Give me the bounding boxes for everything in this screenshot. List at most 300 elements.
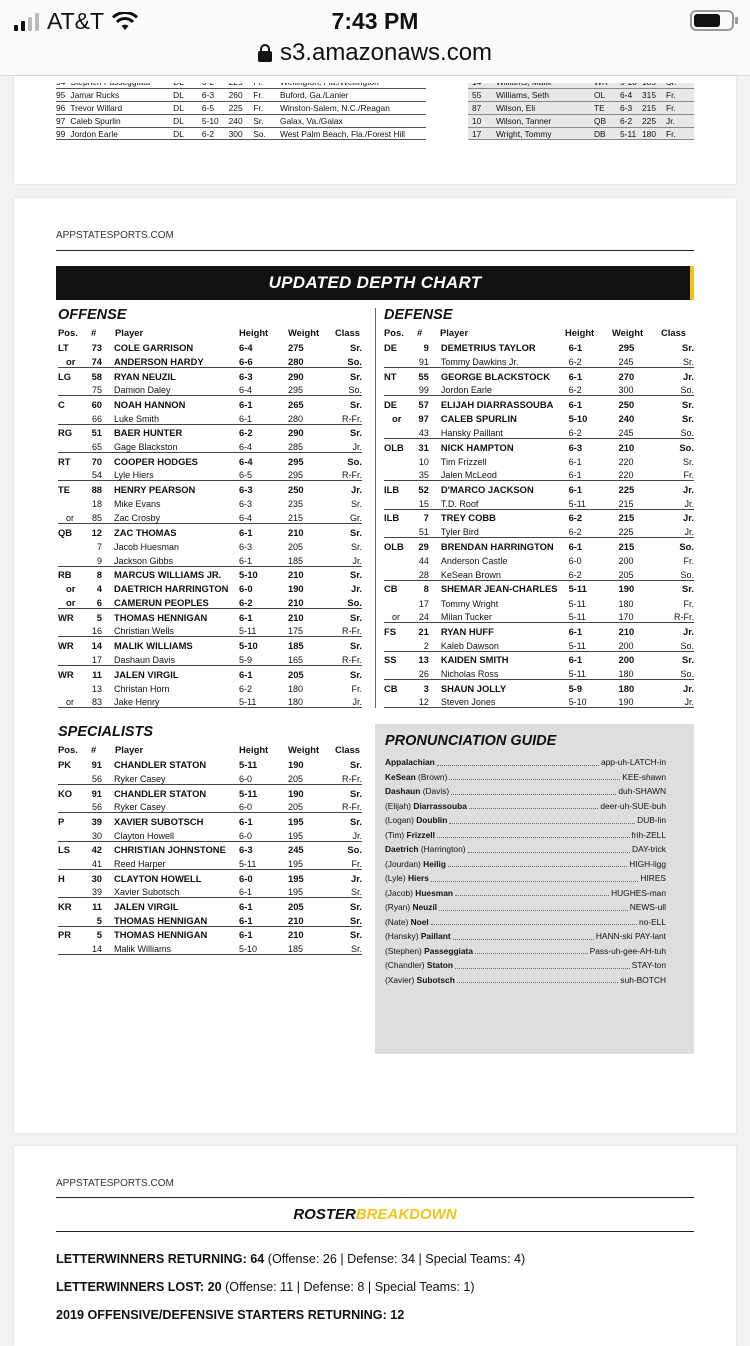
depth-name: Mike Evans <box>114 499 161 510</box>
depth-wt: 175 <box>288 623 335 637</box>
roster-cell: Williams, Seth <box>496 89 594 102</box>
depth-num: 88 <box>91 484 102 496</box>
roster-table-right <box>468 76 694 140</box>
depth-pos: KR <box>58 901 72 913</box>
pronunciation-name: Dashaun (Davis) <box>385 786 450 797</box>
depth-name: T.D. Roof <box>429 495 569 509</box>
depth-wt: 250 <box>288 484 304 496</box>
address-bar[interactable] <box>0 38 750 76</box>
roster-cell: DL <box>173 114 202 127</box>
dot-leader <box>453 933 594 940</box>
depth-wt: 220 <box>619 467 667 481</box>
depth-cl: Sr. <box>682 456 694 467</box>
depth-cl: R-Fr. <box>335 467 362 481</box>
roster-cell: 17 <box>468 127 496 140</box>
depth-num: 29 <box>418 540 429 552</box>
depth-cl: Sr. <box>350 611 362 623</box>
depth-name: ZAC THOMAS <box>114 526 177 538</box>
depth-num: 42 <box>91 844 102 856</box>
depth-num: 30 <box>82 827 102 841</box>
roster-cell: Jamar Rucks <box>70 89 173 102</box>
depth-name: Reed Harper <box>102 855 239 869</box>
depth-row <box>384 623 694 637</box>
roster-row <box>468 127 694 140</box>
depth-name: THOMAS HENNIGAN <box>114 611 208 623</box>
depth-name: DAETRICH HARRINGTON <box>114 583 229 595</box>
depth-pos: OLB <box>384 540 404 552</box>
depth-wt: 210 <box>288 526 304 538</box>
depth-pos: RT <box>58 455 71 467</box>
pronunciation-item <box>385 900 666 915</box>
depth-row <box>58 940 362 954</box>
depth-ht: 5-10 <box>239 940 288 954</box>
depth-pos: RG <box>58 427 73 439</box>
roster-row <box>468 114 694 127</box>
depth-num: 4 <box>96 583 102 595</box>
depth-row <box>58 884 362 898</box>
depth-num: 11 <box>92 901 102 913</box>
depth-ht: 5-11 <box>569 609 619 623</box>
pronunciation-say: no-ELL <box>638 916 666 927</box>
depth-wt: 235 <box>288 499 304 510</box>
depth-ht: 6-5 <box>239 467 288 481</box>
depth-ht: 5-10 <box>239 569 258 581</box>
depth-wt: 295 <box>288 467 335 481</box>
depth-row <box>384 382 694 396</box>
depth-row <box>58 339 362 353</box>
depth-name: Ryker Casey <box>102 799 239 813</box>
roster-cell: Fr. <box>666 89 694 102</box>
depth-pos: WR <box>58 668 74 680</box>
depth-cl: Sr. <box>682 654 694 666</box>
depth-pos <box>384 495 408 509</box>
dot-leader <box>431 875 638 882</box>
depth-num: 70 <box>91 455 102 467</box>
depth-wt: 215 <box>288 509 335 523</box>
depth-cl: So. <box>666 637 694 651</box>
depth-pos <box>384 637 408 651</box>
depth-num: 9 <box>423 342 429 354</box>
depth-cl: So. <box>335 353 362 367</box>
depth-pos: PR <box>58 929 72 941</box>
depth-pos: DE <box>384 398 398 410</box>
depth-cl: Sr. <box>350 787 362 799</box>
depth-pos: or <box>58 594 82 608</box>
depth-cl: Fr. <box>335 855 362 869</box>
depth-num: 57 <box>418 398 429 410</box>
depth-pos: SS <box>384 654 397 666</box>
depth-num: 30 <box>91 872 102 884</box>
depth-pos: or <box>384 609 408 623</box>
depth-cl: So. <box>666 665 694 679</box>
depth-cl: R-Fr. <box>335 623 362 637</box>
roster-cell: OL <box>594 89 620 102</box>
depth-row <box>58 538 362 552</box>
depth-ht: 6-3 <box>239 844 253 856</box>
depth-pos <box>384 523 408 537</box>
depth-cl: Jr. <box>683 484 694 496</box>
depth-cl: So. <box>679 540 694 552</box>
depth-row <box>58 396 362 410</box>
depth-cl: Jr. <box>683 512 694 524</box>
depth-ht: 5-11 <box>569 665 619 679</box>
pronunciation-say: KEE-shawn <box>622 771 666 782</box>
pronunciation-say: duh-SHAWN <box>618 786 666 797</box>
dot-leader <box>437 831 630 838</box>
depth-cl: Jr. <box>666 523 694 537</box>
offense-heading: OFFENSE <box>58 307 127 323</box>
depth-pos: CB <box>384 682 398 694</box>
depth-pos <box>384 694 408 708</box>
depth-cl: Sr. <box>350 901 362 913</box>
depth-cl: Sr. <box>682 583 694 595</box>
depth-row <box>58 855 362 869</box>
depth-cl: Jr. <box>351 484 362 496</box>
depth-row <box>58 438 362 452</box>
pronunciation-say: Pass-uh-gee-AH-tuh <box>589 945 666 956</box>
stat-letterwinners-returning: LETTERWINNERS RETURNING: 64 (Offense: 26 | Defense: 34 | Special Teams: 4) <box>56 1252 526 1266</box>
roster-cell: Wilson, Eli <box>496 102 594 115</box>
depth-wt: 210 <box>288 912 335 926</box>
url-text[interactable]: s3.amazonaws.com <box>279 39 493 66</box>
depth-row <box>58 784 362 798</box>
depth-num: 91 <box>91 759 102 771</box>
depth-cl: R-Fr. <box>335 770 362 784</box>
depth-name: HENRY PEARSON <box>114 484 196 496</box>
depth-name: KeSean Brown <box>429 566 569 580</box>
depth-cl: Sr. <box>350 370 362 382</box>
roster-cell: Wilson, Tanner <box>496 114 594 127</box>
depth-pos <box>384 566 408 580</box>
depth-cl: Sr. <box>682 398 694 410</box>
depth-row <box>58 410 362 424</box>
roster-cell: So. <box>253 127 280 140</box>
depth-ht: 5-11 <box>568 598 586 609</box>
depth-num: 41 <box>82 855 102 869</box>
roster-row <box>56 89 426 102</box>
depth-cl: So. <box>666 382 694 396</box>
depth-name: Jordon Earle <box>429 382 569 396</box>
depth-num: 5 <box>96 929 102 941</box>
depth-row <box>384 424 694 438</box>
depth-ht: 6-0 <box>568 556 582 566</box>
depth-name: Steven Jones <box>429 694 569 708</box>
depth-pos <box>58 770 82 784</box>
depth-wt: 190 <box>619 694 667 708</box>
depth-name: XAVIER SUBOTSCH <box>114 815 204 827</box>
depth-name: KAIDEN SMITH <box>440 654 509 666</box>
depth-ht: 6-3 <box>568 441 583 453</box>
depth-num: 13 <box>91 683 102 694</box>
depth-wt: 210 <box>618 441 635 453</box>
depth-ht: 6-1 <box>239 929 253 941</box>
depth-name: ELIJAH DIARRASSOUBA <box>440 398 554 410</box>
depth-row <box>58 665 362 679</box>
depth-num: 39 <box>91 815 102 827</box>
depth-row <box>384 353 694 367</box>
depth-wt: 205 <box>619 566 667 580</box>
depth-pos <box>58 884 82 898</box>
depth-pos: FS <box>384 625 396 637</box>
depth-ht: 6-1 <box>569 467 619 481</box>
depth-ht: 6-1 <box>568 484 583 496</box>
pronunciation-say: HIRES <box>640 873 666 884</box>
depth-ht: 6-1 <box>568 342 583 354</box>
depth-num: 83 <box>82 694 102 708</box>
roster-breakdown-page <box>14 1146 736 1346</box>
depth-ht: 6-2 <box>569 523 619 537</box>
roster-cell: 300 <box>229 127 254 140</box>
battery-icon <box>690 10 734 31</box>
depth-pos <box>58 912 82 926</box>
pronunciation-item <box>385 944 666 959</box>
depth-wt: 245 <box>288 844 304 856</box>
depth-pos <box>58 438 82 452</box>
depth-pos: OLB <box>384 441 404 453</box>
depth-name: GEORGE BLACKSTOCK <box>440 370 551 382</box>
depth-num: 13 <box>418 654 429 666</box>
depth-ht: 6-4 <box>239 342 253 354</box>
offense-depth-table <box>58 339 362 708</box>
depth-cl: R-Fr. <box>335 410 362 424</box>
dot-leader <box>457 976 619 983</box>
depth-wt: 280 <box>288 410 335 424</box>
roster-cell: Sr. <box>253 114 280 127</box>
pronunciation-item <box>385 842 666 857</box>
roster-cell: Fr. <box>666 102 694 115</box>
depth-row <box>384 594 694 608</box>
pronunciation-item <box>385 973 666 988</box>
pronunciation-name: (Nate) Noel <box>385 916 429 927</box>
roster-cell: Fr. <box>253 89 280 102</box>
depth-wt: 225 <box>618 484 635 496</box>
roster-cell: 87 <box>468 102 496 115</box>
depth-ht: 6-3 <box>239 484 253 496</box>
depth-num: 14 <box>82 940 102 954</box>
depth-pos: LT <box>58 342 69 354</box>
depth-num: 12 <box>408 694 428 708</box>
depth-wt: 205 <box>288 901 304 913</box>
depth-cl: Gr. <box>335 509 362 523</box>
depth-row <box>384 637 694 651</box>
depth-row <box>384 509 694 523</box>
roster-cell: Buford, Ga./Lanier <box>280 89 426 102</box>
depth-ht: 6-1 <box>239 526 253 538</box>
depth-row <box>384 523 694 537</box>
pronunciation-name: KeSean (Brown) <box>385 771 448 782</box>
stat-starters-returning: 2019 OFFENSIVE/DEFENSIVE STARTERS RETURNING: 12 <box>56 1308 405 1322</box>
column-divider <box>375 308 376 708</box>
depth-num: 60 <box>91 398 102 410</box>
depth-cl: Fr. <box>683 598 694 609</box>
depth-row <box>58 870 362 884</box>
depth-pos <box>58 651 82 665</box>
roster-cell: Trevor Willard <box>70 102 173 115</box>
depth-num: 51 <box>91 427 102 439</box>
dot-leader <box>468 846 631 853</box>
depth-name: RYAN NEUZIL <box>114 370 176 382</box>
depth-row <box>384 609 694 623</box>
depth-ht: 6-3 <box>239 370 253 382</box>
depth-cl: Sr. <box>335 884 362 898</box>
depth-row <box>58 827 362 841</box>
depth-name: ANDERSON HARDY <box>102 353 239 367</box>
depth-ht: 6-2 <box>239 427 253 439</box>
depth-name: D'MARCO JACKSON <box>440 484 534 496</box>
depth-pos: ILB <box>384 484 400 496</box>
depth-wt: 200 <box>619 637 667 651</box>
depth-wt: 290 <box>288 427 304 439</box>
depth-row <box>384 495 694 509</box>
depth-cl: Sr. <box>335 940 362 954</box>
pronunciation-heading: PRONUNCIATION GUIDE <box>385 733 557 749</box>
depth-wt: 280 <box>288 353 335 367</box>
depth-row <box>384 538 694 552</box>
depth-wt: 205 <box>288 770 335 784</box>
pronunciation-name: (Lyle) Hiers <box>385 873 429 884</box>
depth-num: 65 <box>82 438 102 452</box>
depth-cl: Jr. <box>335 827 362 841</box>
dot-leader <box>437 759 599 766</box>
depth-num: 91 <box>408 353 428 367</box>
depth-chart-page: APPSTATESPORTS.COM UPDATED DEPTH CHART OFFENSE DEFENSE Pos. # Player Height Weight Class Pos. # Player Height Weight Class LT 73 COLE GARRISON 6-4 275 Sr. or 74 ANDERSON HARDY 6-6 280 So. LG 58 RYAN NEUZIL 6-3 290 Sr. 75 Damion Daley 6-4 295 So. C 60 NOAH HANNON 6-1 265 Sr. 66 Luke Smith 6-1 280 R-Fr. RG 51 BAER HUNTER 6-2 290 Sr. 65 Gage Blackston 6-4 285 Jr. RT 70 COOPER HODGES 6-4 295 So. 54 Lyle Hiers 6-5 295 R-Fr. TE 88 HENRY PEARSON 6-3 250 Jr. 18 Mike Evans 6-3 235 Sr. or 85 Zac Crosby 6-4 215 Gr. QB 12 ZAC THOMAS 6-1 210 Sr. 7 Jacob Huesman 6-3 205 Sr. 9 Jackson Gibbs 6-1 185 Jr. RB 8 MARCUS WILLIAMS JR. 5-10 210 Sr. or 4 DAETRICH HARRINGTON 6-0 190 Jr. or 6 CAMERUN PEOPLES 6-2 210 So. WR 5 THOMAS HENNIGAN 6-1 210 Sr. 16 Christian Wells 5-11 175 R-Fr. WR 14 MALIK WILLIAMS 5-10 185 Sr. 17 Dashaun Davis 5-9 165 R-Fr. WR 11 JALEN VIRGIL 6-1 205 Sr. 13 Christan Horn 6-2 180 Fr. or 83 Jake Henry 5-11 180 Jr. DE 9 DEMETRIUS TAYLOR 6-1 295 Sr. 91 Tommy Dawkins Jr. 6-2 245 Sr. NT 55 GEORGE BLACKSTOCK 6-1 270 Jr. 99 Jordon Earle 6-2 300 So. DE 57 ELIJAH DIARRASSOUBA 6-1 250 Sr. or 97 CALEB SPURLIN 5-10 240 Sr. 43 Hansky Paillant 6-2 245 So. OLB 31 NICK HAMPTON 6-3 210 So. 10 Tim Frizzell 6-1 220 Sr. 35 Jalen McLeod 6-1 220 Fr. ILB 52 D'MARCO JACKSON 6-1 225 Jr. 15 T.D. Roof 5-11 215 Jr. ILB 7 TREY COBB 6-2 215 Jr. 51 Tyler Bird 6-2 225 Jr. OLB 29 BRENDAN HARRINGTON 6-1 215 So. 44 Anderson Castle 6-0 200 Fr. 28 KeSean Brown 6-2 205 So. CB 8 SHEMAR JEAN-CHARLES 5-11 190 Sr. 17 Tommy Wright 5-11 180 Fr. or 24 Milan Tucker 5-11 170 R-Fr. FS 21 RYAN HUFF 6-1 210 Jr. 2 Kaleb Dawson 5-11 200 So. SS 13 KAIDEN SMITH 6-1 200 Sr. 26 Nicholas Ross 5-11 180 So. CB 3 SHAUN JOLLY 5-9 180 Jr. 12 Steven Jones 5-10 190 Jr. SPECIALISTS Pos. # Player Height Weight Class PK 91 CHANDLER STATON 5-11 190 Sr. 56 Ryker Casey 6-0 205 R-Fr. KO 91 CHANDLER STATON 5-11 190 Sr. 56 Ryker Casey 6-0 205 R-Fr. P 39 XAVIER SUBOTSCH 6-1 195 Sr. 30 Clayton Howell 6-0 195 Jr. LS 42 CHRISTIAN JOHNSTONE 6-3 245 So. 41 Reed Harper 5-11 195 Fr. H 30 CLAYTON HOWELL 6-0 195 Jr. 39 Xavier Subotsch 6-1 195 Sr. KR 11 JALEN VIRGIL 6-1 205 Sr. 5 THOMAS HENNIGAN 6-1 210 Sr. PR 5 THOMAS HENNIGAN 6-1 210 Sr. 14 Malik Williams 5-10 185 Sr. PRONUNCIATION GUIDE Appalachian app-uh-LATCH-in KeSean (Brown) KEE-shawn Dashaun (Davis) duh-SHAWN (Elijah) Diarrassouba deer-uh-SUE-buh (Logan) Doublin DUB-lin (Tim) Frizzell frih-ZELL Daetrich (Harrington) DAY-trick (Jourdan) Heilig HIGH-ligg (Lyle) Hiers HIRES (Jacob) Huesman HUGHES-man (Ryan) Neuzil NEWS-ull (Nate) Noel no-ELL (Hansky) Paillant HANN-ski PAY-lant (Stephen) Passeggiata Pass-uh-gee-AH-tuh (Chandler) Staton STAY-ton (Xavier) Subotsch suh-BOTCH <box>14 198 736 1133</box>
specialists-heading: SPECIALISTS <box>58 724 154 740</box>
depth-ht: 5-11 <box>239 694 288 708</box>
pronunciation-name: (Xavier) Subotsch <box>385 974 455 985</box>
depth-name: CALEB SPURLIN <box>440 413 517 425</box>
depth-num: 21 <box>418 625 429 637</box>
roster-row <box>468 102 694 115</box>
depth-row <box>384 580 694 594</box>
depth-ht: 6-1 <box>239 884 288 898</box>
depth-wt: 285 <box>288 438 335 452</box>
depth-num: 51 <box>408 523 428 537</box>
depth-cl: Sr. <box>350 759 362 771</box>
depth-cl: Sr. <box>350 929 362 941</box>
depth-cl: R-Fr. <box>335 799 362 813</box>
depth-row <box>384 481 694 495</box>
depth-ht: 5-11 <box>239 855 288 869</box>
depth-row <box>384 438 694 452</box>
depth-name: SHEMAR JEAN-CHARLES <box>440 583 558 595</box>
depth-name: MARCUS WILLIAMS JR. <box>114 569 222 581</box>
pronunciation-say: deer-uh-SUE-buh <box>600 800 666 811</box>
depth-row <box>58 424 362 438</box>
depth-name: DEMETRIUS TAYLOR <box>440 342 536 354</box>
depth-wt: 195 <box>288 884 335 898</box>
roster-breakdown-title: ROSTERBREAKDOWN <box>293 1206 457 1223</box>
depth-name: Xavier Subotsch <box>102 884 239 898</box>
site-label: APPSTATESPORTS.COM <box>56 1178 174 1189</box>
depth-row <box>58 623 362 637</box>
depth-ht: 6-0 <box>239 583 253 595</box>
pronunciation-item <box>385 813 666 828</box>
depth-name: Christan Horn <box>114 683 170 694</box>
pronunciation-item <box>385 886 666 901</box>
depth-num: 5 <box>82 912 102 926</box>
depth-wt: 300 <box>619 382 667 396</box>
depth-wt: 270 <box>618 370 635 382</box>
depth-name: Hansky Paillant <box>429 424 569 438</box>
depth-pos: DE <box>384 342 398 354</box>
depth-num: 17 <box>418 598 429 609</box>
depth-pos <box>384 594 408 608</box>
depth-cl: Sr. <box>335 912 362 926</box>
depth-num: 5 <box>96 611 102 623</box>
depth-row <box>58 594 362 608</box>
depth-wt: 190 <box>288 787 304 799</box>
depth-cl: Fr. <box>666 467 694 481</box>
pronunciation-name: (Jacob) Huesman <box>385 887 453 898</box>
depth-ht: 5-11 <box>568 583 587 595</box>
pronunciation-name: Daetrich (Harrington) <box>385 844 466 855</box>
depth-ht: 6-1 <box>239 901 253 913</box>
roster-cell: TE <box>594 102 620 115</box>
depth-row <box>384 566 694 580</box>
depth-row <box>384 680 694 694</box>
depth-num: 9 <box>82 552 102 566</box>
depth-row <box>58 799 362 813</box>
status-bar <box>0 0 750 42</box>
depth-name: Jackson Gibbs <box>102 552 239 566</box>
depth-row <box>58 467 362 481</box>
depth-cl: Jr. <box>683 682 694 694</box>
depth-pos: or <box>58 353 82 367</box>
depth-pos: QB <box>58 526 73 538</box>
header-rule <box>56 250 694 251</box>
depth-name: Jake Henry <box>102 694 239 708</box>
depth-pos <box>58 495 82 509</box>
depth-wt: 195 <box>288 855 335 869</box>
depth-cl: Sr. <box>350 668 362 680</box>
depth-ht: 6-4 <box>239 382 288 396</box>
depth-wt: 240 <box>618 413 635 425</box>
depth-row <box>58 694 362 708</box>
depth-row <box>384 694 694 708</box>
depth-ht: 6-1 <box>239 815 253 827</box>
depth-ht: 6-1 <box>239 398 253 410</box>
depth-num: 16 <box>82 623 102 637</box>
pronunciation-item <box>385 799 666 814</box>
depth-num: 74 <box>82 353 102 367</box>
depth-wt: 245 <box>619 353 667 367</box>
depth-wt: 190 <box>618 583 635 595</box>
depth-ht: 6-1 <box>239 912 288 926</box>
depth-row <box>58 651 362 665</box>
roster-cell: Fr. <box>253 102 280 115</box>
depth-row <box>58 609 362 623</box>
roster-cell: 95 <box>56 89 70 102</box>
depth-ht: 6-1 <box>239 668 253 680</box>
depth-row <box>58 841 362 855</box>
depth-pos: or <box>58 694 82 708</box>
depth-cl: Sr. <box>350 640 362 652</box>
depth-num: 31 <box>418 441 429 453</box>
depth-wt: 200 <box>618 556 634 566</box>
dot-leader <box>448 860 627 867</box>
depth-num: 2 <box>408 637 428 651</box>
depth-pos <box>384 382 408 396</box>
title-rule <box>56 1231 694 1232</box>
depth-pos <box>58 623 82 637</box>
depth-num: 39 <box>82 884 102 898</box>
depth-ht: 5-9 <box>568 682 583 694</box>
depth-cl: R-Fr. <box>666 609 694 623</box>
pronunciation-name: (Ryan) Neuzil <box>385 902 438 913</box>
depth-num: 26 <box>408 665 428 679</box>
depth-ht: 6-1 <box>568 625 583 637</box>
depth-cl: Sr. <box>350 569 362 581</box>
